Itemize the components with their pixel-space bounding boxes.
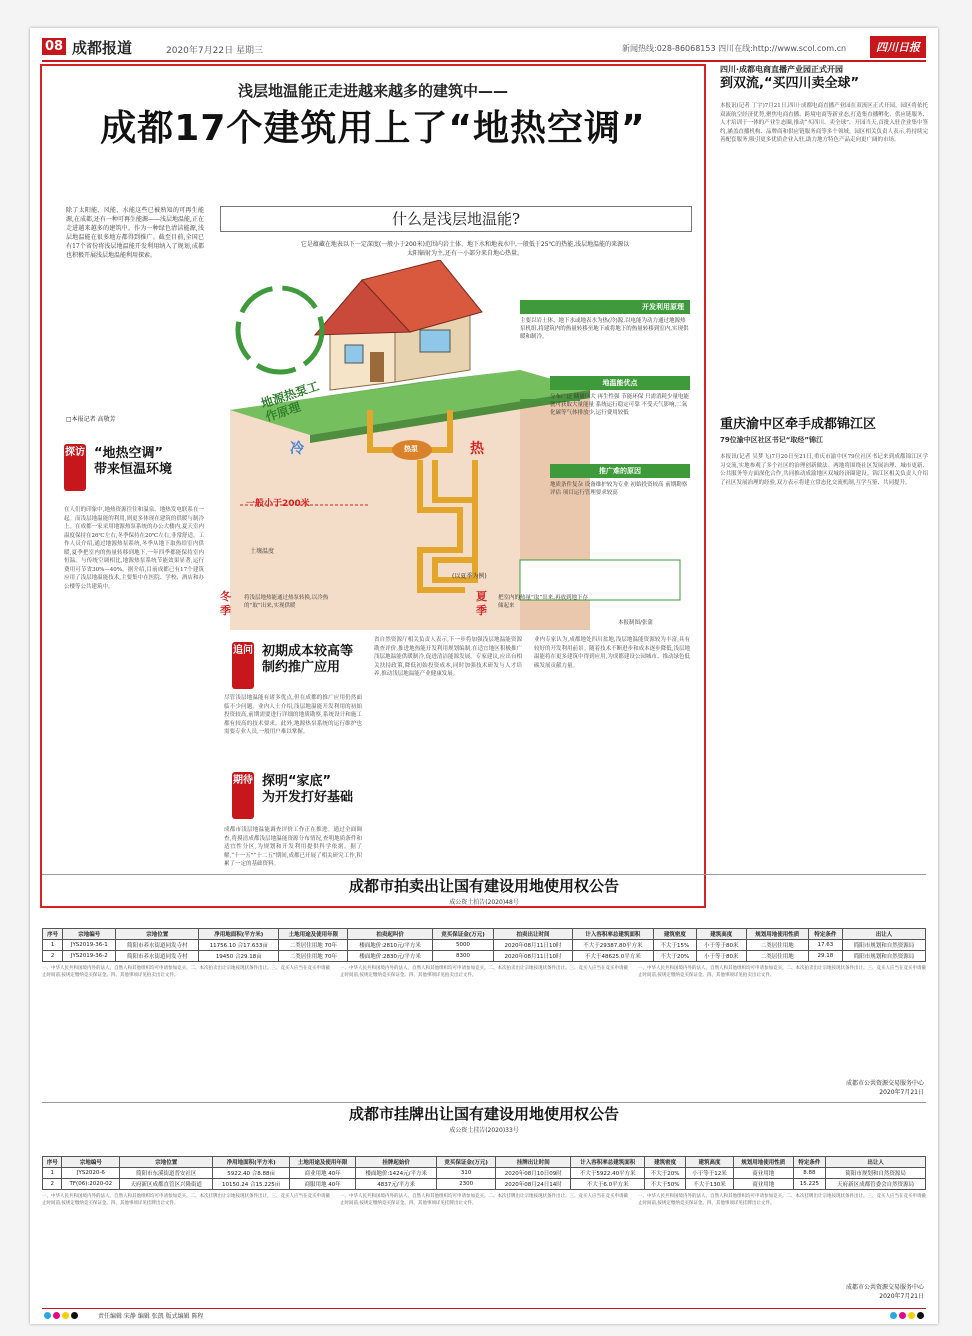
- table-cell: 简阳市养水街道同发寺村: [116, 951, 199, 962]
- auction-signature: [846, 1079, 924, 1097]
- graphic-credit: 本报制图/张蒲: [618, 620, 653, 626]
- table-header: 特定条件: [808, 929, 842, 940]
- principle-title: 开发利用原理: [520, 300, 690, 314]
- table-cell: 楼面地价:2810元/平方米: [348, 940, 432, 951]
- table-cell: 小于等于80米: [696, 940, 746, 951]
- listing-signature: [846, 1283, 924, 1301]
- summer-desc: 把室内的热量“取”出来,再放到地下存储起来: [498, 595, 588, 609]
- article-column-2b: 成都市浅层地温能调查评价工作正在推进。通过全面调查,将摸清成都浅层地温能资源分布情况,查明地质条件和适宜性分区,为规划和开发利用提供科学依据。据了解,“十一五”“十二五”期间,成都已开展了相关研究工作,积累了一定的基础资料。: [224, 827, 362, 867]
- table-cell: 2: [43, 1179, 62, 1190]
- table-header: 特定条件: [793, 1157, 826, 1168]
- soil-temp-label: 土壤温度: [250, 548, 275, 555]
- subhead-tag: 追问: [232, 642, 254, 689]
- auction-table: [42, 928, 926, 962]
- table-cell: 天府新区成都管委会自然资源局: [826, 1179, 926, 1190]
- table-cell: 4837元/平方米: [356, 1179, 437, 1190]
- table-cell: 不大于20%: [645, 1168, 686, 1179]
- table-header: 出让人: [826, 1157, 926, 1168]
- table-header: 规划用地使用性质: [746, 929, 808, 940]
- table-header: 竞买保证金(万元): [437, 1157, 496, 1168]
- table-cell: JYS2020-6: [62, 1168, 120, 1179]
- winter-label: 冬季: [220, 590, 231, 617]
- story2-body: 本报讯(记者 吴梦飞)7月20日至21日,重庆市渝中区79位社区书记来到成都锦江区学习交流,实地参观了多个社区的治理创新做法。两地将围绕社区发展治理、城市更新、公共服务等方面深化合作,共同推动成渝地区双城经济圈建设。锦江区相关负责人介绍了社区发展治理的经验,双方表示将建立常态化交流机制,互学互鉴、共同提升。: [720, 454, 928, 486]
- summer-label: 夏季: [476, 590, 487, 617]
- table-cell: 2020年08月11日10时: [494, 940, 572, 951]
- listing-notes-text: 一、中华人民共和国境内外的法人、自然人和其他组织均可申请参加竞买。二、本次挂牌出让宗地按现状条件出让。三、竞买人应当在竞买申请截止时间前,按规定缴纳竞买保证金。四、其他事项详见挂牌出让文件。: [638, 1194, 926, 1206]
- table-cell: 二类居住用地: [746, 940, 808, 951]
- table-header: 建筑高度: [686, 1157, 734, 1168]
- newspaper-logo: 四川日报: [870, 36, 926, 58]
- listing-issuer: 成都市公共资源交易服务中心: [845, 1284, 924, 1291]
- section-title: 成都报道: [72, 39, 133, 57]
- story2-title: 重庆渝中区牵手成都锦江区: [720, 417, 877, 432]
- house-icon: [315, 260, 482, 390]
- advantages-box: [550, 376, 690, 417]
- table-header: 拍卖出让时间: [494, 929, 572, 940]
- story2-subtitle: 79位渝中区社区书记“取经”锦江: [720, 436, 823, 444]
- table-cell: 10150.24 合15.225亩: [213, 1179, 290, 1190]
- listing-notes-text: 一、中华人民共和国境内外的法人、自然人和其他组织均可申请参加竞买。二、本次挂牌出让宗地按现状条件出让。三、竞买人应当在竞买申请截止时间前,按规定缴纳竞买保证金。四、其他事项详见挂牌出让文件。: [42, 1194, 330, 1206]
- table-cell: 简阳市规划和自然资源局: [842, 951, 925, 962]
- article-column-3: 省自然资源厅相关负责人表示,下一步将加强浅层地温能资源勘查评价,推进地热能开发利用规划编制,在适宜地区积极推广浅层地温能供暖制冷,促进清洁能源发展。专家建议,应出台相关扶持政策,降低初始投资成本,同时加强技术研发与人才培养,推动浅层地温能产业健康发展。: [374, 637, 522, 677]
- table-cell: 商业用地: [734, 1168, 794, 1179]
- listing-notes: [42, 1193, 926, 1235]
- table-cell: 29.18: [808, 951, 842, 962]
- auction-notes: [42, 965, 926, 1007]
- auction-notes-text: 一、中华人民共和国境内外的法人、自然人和其他组织均可申请参加竞买。二、本次拍卖出让宗地按现状条件出让。三、竞买人应当在竞买申请截止时间前,按规定缴纳竞买保证金。四、其他事项详见拍卖出让文件。: [638, 966, 926, 978]
- cold-label: 冷: [290, 441, 304, 457]
- subhead-tag: 期待: [232, 772, 254, 819]
- masthead: [42, 36, 926, 62]
- table-cell: 简阳市规划和自然资源局: [826, 1168, 926, 1179]
- table-cell: JYS2019-36-1: [63, 940, 116, 951]
- table-header: 计入容积率总建筑面积: [571, 1157, 645, 1168]
- cycle-arrows: [238, 288, 322, 372]
- subhead-question: [233, 644, 354, 676]
- table-cell: 简阳市东溪街道普安社区: [120, 1168, 213, 1179]
- auction-issuer: 成都市公共资源交易服务中心: [845, 1080, 924, 1087]
- listing-notice-number: 成公资土挂告(2020)33号: [449, 1127, 519, 1134]
- subhead-line1: “地热空调”: [94, 446, 164, 461]
- subhead-expect: [233, 774, 354, 806]
- table-cell: 商业用地: [734, 1179, 794, 1190]
- table-cell: 商服用地 40年: [289, 1179, 355, 1190]
- table-header: 宗地编号: [62, 1157, 120, 1168]
- auction-notice: [42, 874, 926, 1101]
- difficulties-box: [550, 464, 690, 497]
- table-header: 规划用地使用性质: [734, 1157, 794, 1168]
- winter-desc: 将浅层地热能通过热泵转换,以冷热的“取”出来,实现供暖: [244, 595, 329, 609]
- table-cell: 8300: [432, 951, 493, 962]
- principle-box: [520, 300, 690, 341]
- subhead-line2: 为开发打好基础: [262, 790, 354, 805]
- listing-notice-title: 成都市挂牌出让国有建设用地使用权公告: [348, 1105, 619, 1123]
- summer-example-label: (以夏季为例): [452, 573, 487, 580]
- table-cell: 不大于5922.40平方米: [571, 1168, 645, 1179]
- table-cell: 不大于130米: [686, 1179, 734, 1190]
- hot-label: 热: [470, 441, 484, 457]
- feature-story: [40, 64, 706, 908]
- table-cell: 二类居住用地 70年: [279, 951, 348, 962]
- page-footer: [42, 1308, 926, 1321]
- table-cell: TF(06):2020-02: [62, 1179, 120, 1190]
- table-header: 拍卖起叫价: [348, 929, 432, 940]
- table-cell: 2020年08月10日09时: [496, 1168, 571, 1179]
- subhead-line1: 探明“家底”: [262, 774, 332, 789]
- page-number: 08: [42, 38, 66, 55]
- table-cell: 1: [43, 940, 63, 951]
- table-header: 挂牌起始价: [356, 1157, 437, 1168]
- auction-notes-text: 一、中华人民共和国境内外的法人、自然人和其他组织均可申请参加竞买。二、本次拍卖出让宗地按现状条件出让。三、竞买人应当在竞买申请截止时间前,按规定缴纳竞买保证金。四、其他事项详见拍卖出让文件。: [340, 966, 628, 978]
- table-cell: 5000: [432, 940, 493, 951]
- table-cell: 不大于15%: [654, 940, 697, 951]
- table-header: 宗地编号: [63, 929, 116, 940]
- table-header: 序号: [43, 929, 63, 940]
- color-dots-left: [44, 1312, 78, 1319]
- auction-notes-text: 一、中华人民共和国境内外的法人、自然人和其他组织均可申请参加竞买。二、本次拍卖出让宗地按现状条件出让。三、竞买人应当在竞买申请截止时间前,按规定缴纳竞买保证金。四、其他事项详见拍卖出让文件。: [42, 966, 330, 978]
- advantages-title: 地温能优点: [550, 376, 690, 390]
- table-header: 土地用途及使用年限: [279, 929, 348, 940]
- table-cell: 简阳市养水街道同发寺村: [116, 940, 199, 951]
- reporter-byline: □本报记者 高敬芳: [66, 416, 116, 423]
- article-column-2a: 尽管浅层地温能有诸多优点,但在成都的推广应用仍然面临不少问题。业内人士介绍,浅层地温能开发利用的初始投资较高,前期需要进行详细的地质勘察,系统设计和施工都有较高的技术要求。此外,地源热泵系统的运行维护也需要专业人员,一般用户难以掌握。: [224, 695, 362, 735]
- headline: 成都17个建筑用上了“地热空调”: [100, 108, 646, 149]
- depth-label: 一般小于200米: [246, 499, 310, 509]
- table-header: 净用地面积(平方米): [199, 929, 279, 940]
- auction-notice-number: 成公资土拍告(2020)48号: [449, 899, 519, 906]
- auction-date: 2020年7月21日: [879, 1089, 924, 1096]
- auction-notice-title: 成都市拍卖出让国有建设用地使用权公告: [348, 877, 619, 895]
- table-cell: JYS2019-36-2: [63, 951, 116, 962]
- table-header: 计入容积率总建筑面积: [572, 929, 653, 940]
- listing-notice: [42, 1102, 926, 1307]
- table-cell: 2020年08月11日10时: [494, 951, 572, 962]
- table-cell: 二类居住用地: [746, 951, 808, 962]
- table-cell: 二类居住用地 70年: [279, 940, 348, 951]
- table-header: 建筑高度: [696, 929, 746, 940]
- sidebar-news: [720, 64, 928, 904]
- lead-paragraph: 除了太阳能、风能、水能这些已被熟知的可再生能源,在成都,还有一种可再生能源——浅层地温能,正在走进越来越多的建筑中。作为一种绿色清洁能源,浅层地温能在很多地方都得到推广。截至目前,全国已有17个省份将浅层地温能开发利用纳入了规划,成都也积极开展浅层地温能利用探索。: [66, 207, 204, 259]
- table-row: [43, 1179, 926, 1190]
- table-cell: 楼面地价:1424元/平方米: [356, 1168, 437, 1179]
- table-header: 宗地位置: [120, 1157, 213, 1168]
- table-cell: 17.63: [808, 940, 842, 951]
- listing-notes-text: 一、中华人民共和国境内外的法人、自然人和其他组织均可申请参加竞买。二、本次挂牌出让宗地按现状条件出让。三、竞买人应当在竞买申请截止时间前,按规定缴纳竞买保证金。四、其他事项详见挂牌出让文件。: [340, 1194, 628, 1206]
- table-header: 序号: [43, 1157, 62, 1168]
- listing-table: [42, 1156, 926, 1190]
- difficulties-title: 推广难的原因: [550, 464, 690, 478]
- table-cell: 15.225: [793, 1179, 826, 1190]
- table-cell: 小于等于12米: [686, 1168, 734, 1179]
- table-cell: 5922.40 合8.88亩: [213, 1168, 290, 1179]
- principle-text: 主要以岩土体、地下水或地表水为热(冷)源,以电能为动力通过地源热泵机组,将建筑内的热量转移至地下或将地下的热量转移到室内,实现供暖和制冷。: [520, 318, 689, 340]
- table-header: 竞买保证金(万元): [432, 929, 493, 940]
- table-header: 建筑密度: [654, 929, 697, 940]
- table-header: 宗地位置: [116, 929, 199, 940]
- table-header: 挂牌出让时间: [496, 1157, 571, 1168]
- table-header: 土地用途及使用年限: [289, 1157, 355, 1168]
- table-cell: 不大于50%: [645, 1179, 686, 1190]
- listing-date: 2020年7月21日: [879, 1293, 924, 1300]
- table-cell: 1: [43, 1168, 62, 1179]
- issue-date: 2020年7月22日 星期三: [166, 46, 263, 56]
- table-cell: 不大于48625.0平方米: [572, 951, 653, 962]
- table-cell: 不大于20%: [654, 951, 697, 962]
- color-dots-right: [890, 1312, 924, 1319]
- table-header: 建筑密度: [645, 1157, 686, 1168]
- table-cell: 天府新区成都直管区兴隆街道: [120, 1179, 213, 1190]
- table-row: [43, 1168, 926, 1179]
- cycle-label: 地源热泵工作原理: [259, 378, 321, 425]
- table-row: [43, 951, 926, 962]
- subhead-visit: [65, 446, 173, 478]
- table-cell: 310: [437, 1168, 496, 1179]
- table-cell: 2300: [437, 1179, 496, 1190]
- table-cell: 8.88: [793, 1168, 826, 1179]
- infographic-question: 什么是浅层地温能?: [220, 206, 692, 232]
- infographic: [220, 206, 692, 626]
- kicker: 浅层地温能正走进越来越多的建筑中——: [237, 82, 508, 100]
- table-row: [43, 940, 926, 951]
- story1-pretitle: 四川·成都电商直播产业园正式开园: [720, 65, 844, 74]
- subhead-line2: 带来恒温环境: [94, 462, 173, 477]
- subhead-line2: 制约推广应用: [262, 660, 341, 675]
- table-cell: 11756.10 合17.633亩: [199, 940, 279, 951]
- newspaper-page: [30, 28, 938, 1324]
- table-cell: 2: [43, 951, 63, 962]
- subhead-line1: 初期成本较高等: [262, 644, 354, 659]
- subhead-tag: 探访: [64, 444, 86, 491]
- article-column-4: 业内专家认为,成都地处四川盆地,浅层地温能资源较为丰富,具有较好的开发利用前景。随着技术不断进步和成本逐步降低,浅层地温能将在更多建筑中得到应用,为成都建设公园城市、推动绿色低碳发展贡献力量。: [534, 637, 690, 669]
- footer-editors: 责任编辑 宋静 编辑 张凯 版式编辑 陈程: [98, 1313, 204, 1320]
- table-cell: 小于等于80米: [696, 951, 746, 962]
- table-cell: 商业用地 40年: [289, 1168, 355, 1179]
- story1-title: 到双流,“买四川卖全球”: [720, 76, 860, 91]
- table-cell: 19450 合29.18亩: [199, 951, 279, 962]
- table-cell: 不大于6.0平方米: [571, 1179, 645, 1190]
- heat-pump-label: 热泵: [404, 445, 418, 453]
- table-cell: 简阳市规划和自然资源局: [842, 940, 925, 951]
- difficulties-text: 地质条件复杂 设备维护较为专业 初始投资较高 前期勘察评估 项目运行管理要求较高: [550, 482, 688, 496]
- advantages-text: 分布广泛 储量巨大 再生性强 节能环保 只需消耗少量电能 就可获取大量能量 系统运行稳定可靠 不受天气影响,二氧化碳等气体排放少,运行费用较低: [550, 394, 689, 416]
- table-header: 出让人: [842, 929, 925, 940]
- infographic-description: 它是蕴藏在地表以下一定深度(一般小于200米)范围内岩土体、地下水和地表水中,一般低于25℃的热能,浅层地温能的来源以太阳辐射为主,还有一小部分来自地心热量。: [300, 241, 630, 257]
- table-cell: 楼面地价:2830元/平方米: [348, 951, 432, 962]
- table-header: 净用地面积(平方米): [213, 1157, 290, 1168]
- article-column-1: 在人们的印象中,地热资源往往和温泉、地热发电联系在一起。而浅层地温能的利用,则更多体现在建筑的供暖与制冷上。在成都一家采用地源热泵系统的办公大楼内,夏天室内温度保持在26℃左右,冬季保持在20℃左右,非常舒适。工作人员介绍,通过地源热泵系统,冬季从地下取热给室内供暖,夏季把室内的热量转移到地下,一年四季都能保持室内恒温。与传统空调相比,地源热泵系统节能效果显著,运行费用可节省30%—40%。据介绍,目前成都已有17个建筑应用了浅层地温能技术,主要集中在医院、学校、酒店和办公楼等公共建筑中。: [64, 507, 204, 590]
- table-cell: 2020年08月24日14时: [496, 1179, 571, 1190]
- table-cell: 不大于29387.80平方米: [572, 940, 653, 951]
- hotline: 新闻热线:028-86068153 四川在线:http://www.scol.com.cn: [622, 44, 847, 53]
- story1-body: 本报讯(记者 丁宇)7月21日,四川·成都电商直播产业园在双流区正式开园。园区将依托双流航空经济优势,聚焦电商直播、跨境电商等新业态,打造集直播孵化、供应链服务、人才培训于一体的产业生态圈,推动“买四川、卖全球”。开园当天,首批入驻企业集中签约,涵盖直播机构、品牌商和供应链服务商等多个领域。园区相关负责人表示,将持续完善配套服务,吸引更多优质企业入驻,助力地方特色产品走向更广阔的市场。: [720, 103, 928, 143]
